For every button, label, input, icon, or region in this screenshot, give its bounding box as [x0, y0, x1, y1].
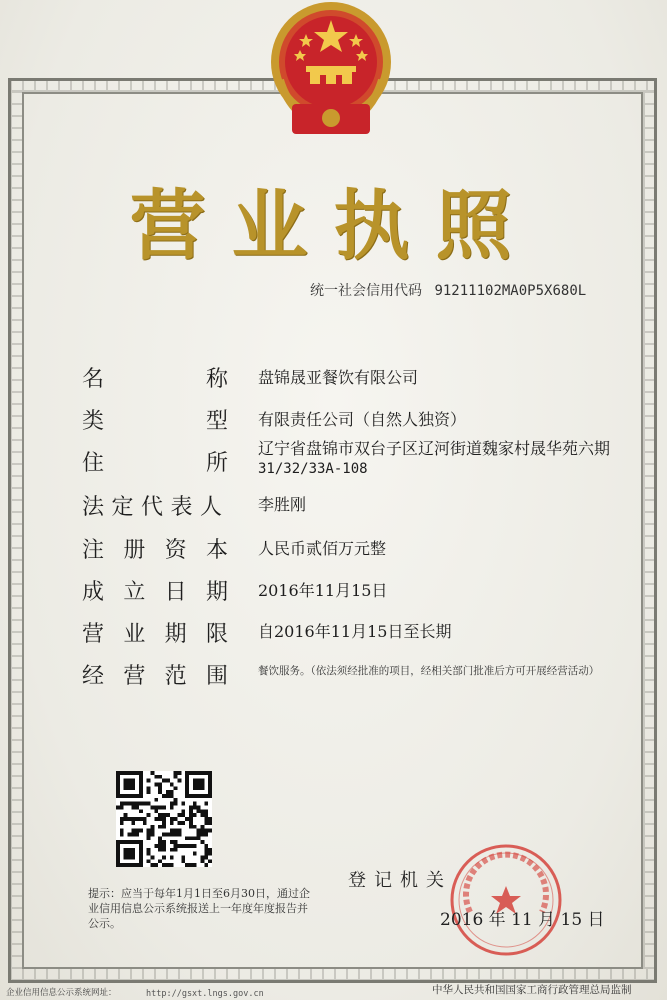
- field-value-address: [258, 438, 610, 480]
- field-value-term: 自2016年11月15日至长期: [258, 622, 452, 641]
- field-label-name: 名 称: [82, 367, 228, 392]
- address-line-2: 31/32/33A-108: [258, 461, 368, 477]
- field-value-established: 2016年11月15日: [258, 581, 388, 600]
- credit-code-value: 91211102MA0P5X680L: [434, 283, 587, 299]
- field-value-capital: 人民币贰佰万元整: [258, 539, 387, 558]
- field-value-legal-rep: 李胜刚: [258, 495, 307, 514]
- field-label-capital: 注 册 资 本: [82, 538, 228, 563]
- field-value-name: 盘锦晟亚餐饮有限公司: [258, 368, 419, 387]
- field-label-term: 营 业 期 限: [82, 622, 228, 647]
- footer-website-url: http://gsxt.lngs.gov.cn: [146, 989, 264, 999]
- annual-report-hint: 提示：应当于每年1月1日至6月30日，通过企业信用信息公示系统报送上一年度年度报告并公示。: [88, 887, 310, 930]
- national-emblem-icon: [262, 0, 400, 138]
- field-label-legal-rep: 法 定 代 表 人: [82, 495, 222, 520]
- address-line-1: 辽宁省盘锦市双台子区辽河街道魏家村晟华苑六期: [258, 439, 611, 458]
- field-label-established: 成 立 日 期: [82, 580, 228, 605]
- official-seal-icon: [448, 842, 564, 958]
- field-label-type: 类 型: [82, 409, 228, 434]
- field-label-address: 住 所: [82, 451, 228, 476]
- issuing-authority-label: 登记机关: [348, 870, 452, 891]
- credit-code-label: 统一社会信用代码: [310, 283, 422, 299]
- issue-date: 2016 年 11 月 15 日: [440, 910, 605, 930]
- footer-website-label: 企业信用信息公示系统网址：: [6, 988, 117, 998]
- field-value-scope: 餐饮服务。（依法须经批准的项目，经相关部门批准后方可开展经营活动）: [258, 665, 600, 677]
- qr-code-icon: [116, 771, 212, 867]
- field-label-scope: 经 营 范 围: [82, 664, 228, 689]
- footer-supervisor: 中华人民共和国国家工商行政管理总局监制: [432, 984, 632, 996]
- credit-code-row: [310, 280, 586, 300]
- field-value-type: 有限责任公司（自然人独资）: [258, 410, 467, 429]
- document-title: 营业执照: [129, 181, 538, 270]
